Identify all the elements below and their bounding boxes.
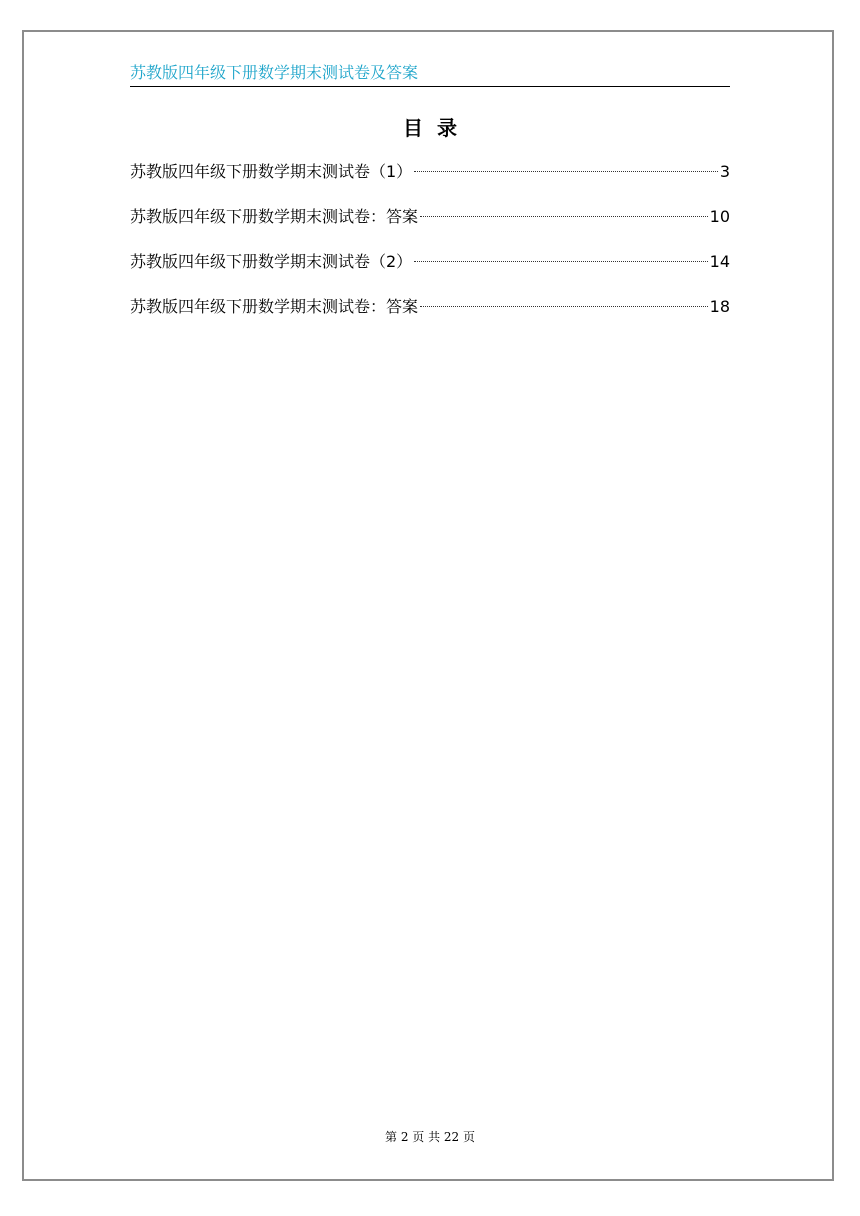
toc-entry-label: 苏教版四年级下册数学期末测试卷（1） <box>130 162 413 181</box>
toc-entry-label: 苏教版四年级下册数学期末测试卷（2） <box>130 252 413 271</box>
page-footer: 第 2 页 共 22 页 <box>385 1130 475 1144</box>
toc-list <box>130 160 730 340</box>
toc-entry-page: 3 <box>719 162 730 181</box>
toc-entry-page: 14 <box>709 252 730 271</box>
toc-entry-label: 苏教版四年级下册数学期末测试卷：答案 <box>130 207 419 226</box>
toc-entry[interactable] <box>130 160 730 205</box>
running-header <box>130 62 730 87</box>
toc-entry[interactable] <box>130 205 730 250</box>
toc-dot-leader <box>420 306 708 307</box>
toc-entry[interactable] <box>130 250 730 295</box>
toc-dot-leader <box>414 171 718 172</box>
toc-entry-page: 18 <box>709 297 730 316</box>
toc-dot-leader <box>414 261 707 262</box>
toc-entry-label: 苏教版四年级下册数学期末测试卷：答案 <box>130 297 419 316</box>
toc-entry-page: 10 <box>709 207 730 226</box>
toc-entry[interactable] <box>130 295 730 340</box>
toc-title: 目录 <box>403 116 471 140</box>
toc-dot-leader <box>420 216 708 217</box>
running-header-title: 苏教版四年级下册数学期末测试卷及答案 <box>130 63 419 82</box>
